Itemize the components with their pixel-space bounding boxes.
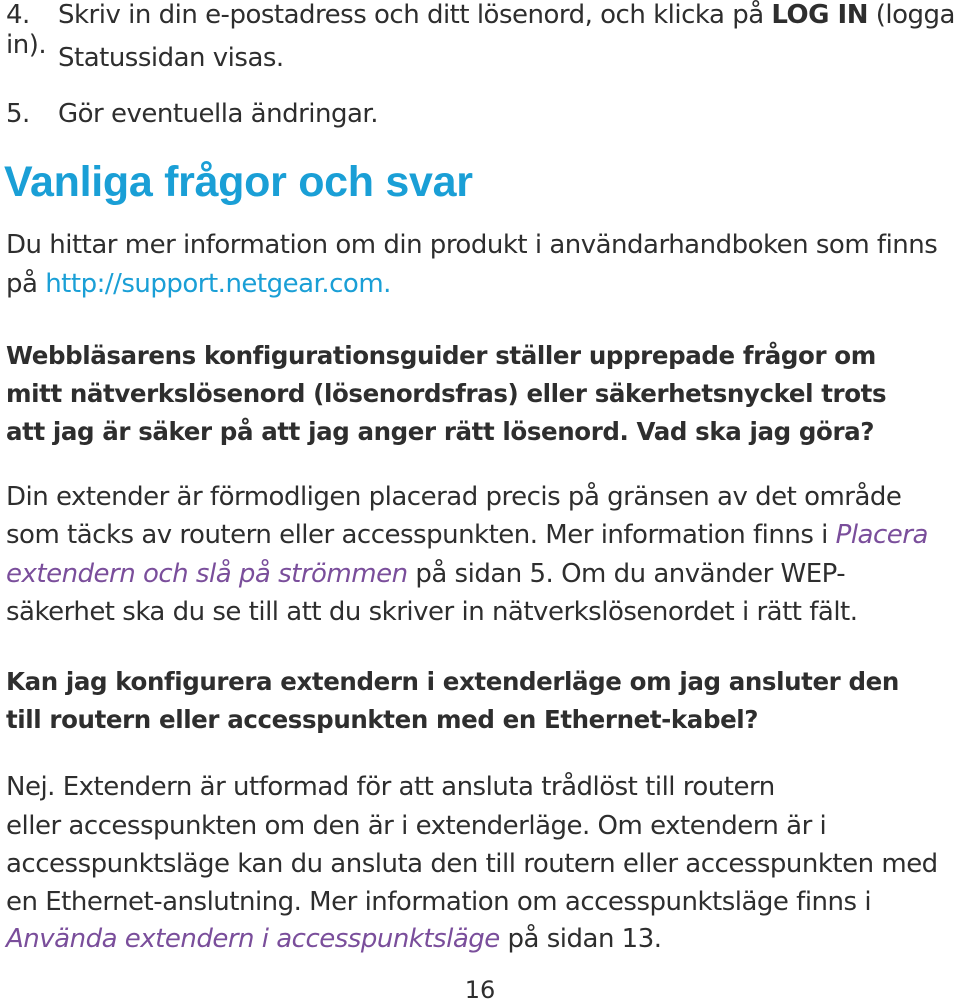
page-number: 16 [464,976,496,1004]
faq-intro-line1: Du hittar mer information om din produkt i användarhandboken som finns [6,230,938,260]
answer-2-line1: Nej. Extendern är utformad för att ansluta trådlöst till routern [6,772,775,802]
question-1-line1: Webbläsarens konfigurationsguider ställer upprepade frågor om [6,341,876,370]
answer-2-line4: en Ethernet-anslutning. Mer information om accesspunktsläge finns i [6,887,872,917]
answer-1-line1: Din extender är förmodligen placerad precis på gränsen av det område [6,482,902,512]
answer-2-line5 [6,924,662,954]
answer-2-line2: eller accesspunkten om den är i extenderläge. Om extendern är i [6,811,827,841]
answer-1-text: på sidan 5. Om du använder WEP- [407,559,846,589]
answer-1-line4: säkerhet ska du se till att du skriver in nätverkslösenordet i rätt fält. [6,597,858,627]
answer-2-line3: accesspunktsläge kan du ansluta den till routern eller accesspunkten med [6,849,938,879]
placera-link-continued[interactable]: extendern och slå på strömmen [6,559,408,589]
question-1-line3: att jag är säker på att jag anger rätt lösenord. Vad ska jag göra? [6,417,875,446]
placera-link[interactable]: Placera [835,520,928,550]
step-text-end: (logga in). [6,0,955,60]
step-number: 4. [6,0,30,30]
login-label: LOG IN [771,0,868,30]
support-link[interactable]: http://support.netgear.com. [45,269,391,299]
faq-heading: Vanliga frågor och svar [4,158,473,206]
step-4-result: Statussidan visas. [58,43,284,73]
intro-prefix: på [6,269,46,299]
faq-intro-line2 [6,269,391,299]
step-number: 5. [6,99,30,129]
answer-2-text: på sidan 13. [499,924,662,954]
step-text: Skriv in din e-postadress och ditt lösenord, och klicka på [58,0,772,30]
step-5 [6,99,378,129]
answer-1-line2 [6,520,928,550]
answer-1-line3 [6,559,845,589]
step-text: Gör eventuella ändringar. [58,99,378,129]
question-1-line2: mitt nätverkslösenord (lösenordsfras) eller säkerhetsnyckel trots [6,379,887,408]
question-2-line1: Kan jag konfigurera extendern i extenderläge om jag ansluter den [6,667,899,696]
question-2-line2: till routern eller accesspunkten med en Ethernet-kabel? [6,705,759,734]
answer-1-text: som täcks av routern eller accesspunkten. Mer information finns i [6,520,836,550]
accesspoint-mode-link[interactable]: Använda extendern i accesspunktsläge [6,924,500,954]
